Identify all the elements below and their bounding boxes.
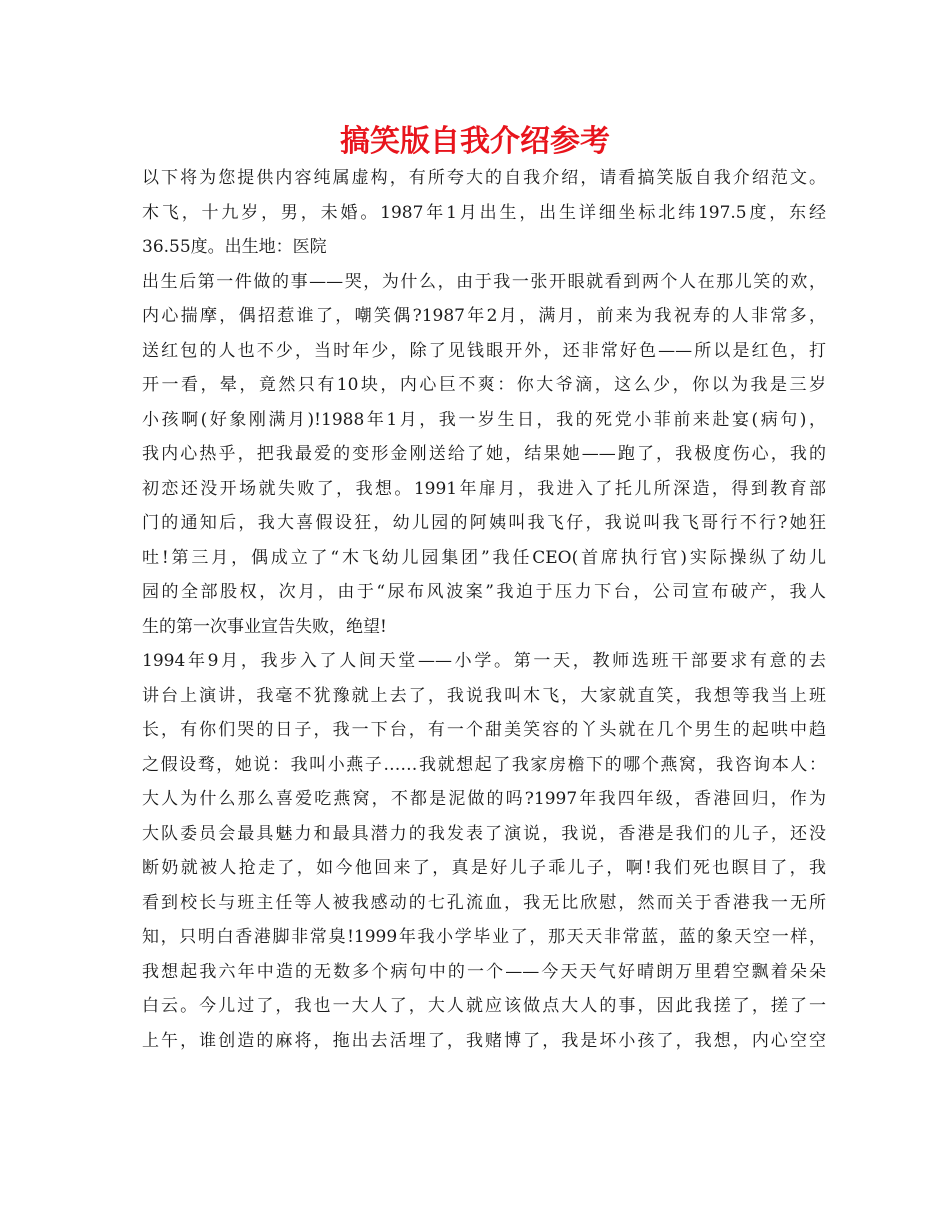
body-line: 白云。今儿过了，我也一大人了，大人就应该做点大人的事，因此我搓了，搓了一: [142, 996, 826, 1016]
document-title: 搞笑版自我介绍参考: [340, 124, 610, 159]
body-line: 初恋还没开场就失败了，我想。1991年扉月，我进入了托儿所深造，得到教育部: [142, 478, 826, 499]
body-line: 木飞，十九岁，男，未婚。1987年1月出生，出生详细坐标北纬197.5度，东经: [142, 202, 826, 223]
body-line: 36.55度。出生地：医院: [142, 237, 327, 257]
body-line: 以下将为您提供内容纯属虚构，有所夸大的自我介绍，请看搞笑版自我介绍范文。: [142, 168, 826, 188]
body-line: 我想起我六年中造的无数多个病句中的一个——今天天气好晴朗万里碧空飘着朵朵: [142, 961, 826, 982]
body-line: 长，有你们哭的日子，我一下台，有一个甜美笑容的丫头就在几个男生的起哄中趋: [142, 720, 826, 740]
body-line: 大人为什么那么喜爱吃燕窝，不都是泥做的吗?1997年我四年级，香港回归，作为: [142, 789, 826, 809]
body-line: 看到校长与班主任等人被我感动的七孔流血，我无比欣慰，然而关于香港我一无所: [142, 892, 826, 913]
body-line: 讲台上演讲，我毫不犹豫就上去了，我说我叫木飞，大家就直笑，我想等我当上班: [142, 685, 826, 706]
body-line: 生的第一次事业宣告失败，绝望!: [142, 616, 387, 637]
body-line: 之假设骛，她说：我叫小燕子……我就想起了我家房檐下的哪个燕窝，我咨询本人：: [142, 754, 826, 775]
body-line: 断奶就被人抢走了，如今他回来了，真是好儿子乖儿子，啊!我们死也瞑目了，我: [142, 858, 826, 878]
body-line: 园的全部股权，次月，由于“尿布风波案”我迫于压力下台，公司宣布破产，我人: [142, 582, 826, 602]
body-line: 送红包的人也不少，当时年少，除了见钱眼开外，还非常好色——所以是红色，打: [142, 340, 826, 361]
document-body: [142, 161, 826, 1058]
body-line: 1994年9月，我步入了人间天堂——小学。第一天，教师选班干部要求有意的去: [142, 651, 826, 671]
body-line: 出生后第一件做的事——哭，为什么，由于我一张开眼就看到两个人在那儿笑的欢，: [142, 271, 826, 292]
body-line: 知，只明白香港脚非常臭!1999年我小学毕业了，那天天非常蓝，蓝的象天空一样，: [142, 927, 826, 947]
body-line: 吐!第三月，偶成立了“木飞幼儿园集团”我任CEO(首席执行官)实际操纵了幼儿: [142, 547, 826, 568]
body-line: 门的通知后，我大喜假设狂，幼儿园的阿姨叫我飞仔，我说叫我飞哥行不行?她狂: [142, 513, 826, 533]
body-line: 上午，谁创造的麻将，拖出去活埋了，我赌博了，我是坏小孩了，我想，内心空空: [142, 1030, 826, 1051]
body-line: 大队委员会最具魅力和最具潜力的我发表了演说，我说，香港是我们的儿子，还没: [142, 823, 826, 844]
body-line: 小孩啊(好象刚满月)!1988年1月，我一岁生日，我的死党小菲前来赴宴(病句)，: [142, 409, 826, 430]
body-line: 内心揣摩，偶招惹谁了，嘲笑偶?1987年2月，满月，前来为我祝寿的人非常多，: [142, 306, 826, 326]
body-line: 开一看，晕，竟然只有10块，内心巨不爽：你大爷滴，这么少，你以为我是三岁: [142, 375, 826, 395]
body-line: 我内心热乎，把我最爱的变形金刚送给了她，结果她——跑了，我极度伤心，我的: [142, 444, 826, 464]
